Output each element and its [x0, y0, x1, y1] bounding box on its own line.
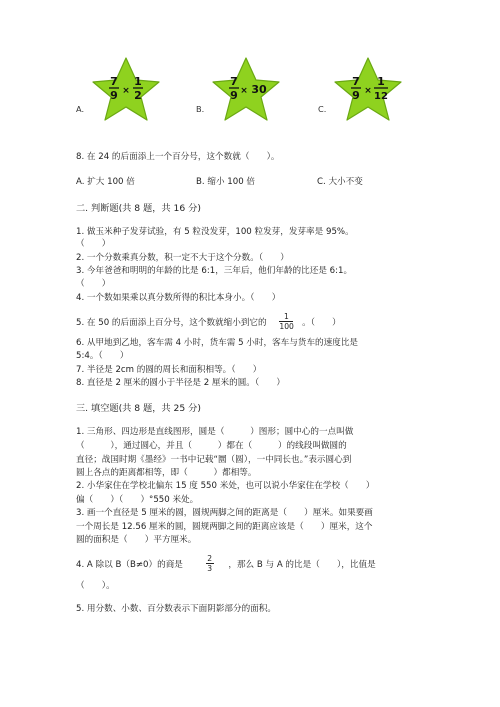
star-b-op: × — [240, 86, 248, 96]
star-a-op: × — [122, 86, 130, 96]
judge-line: 7. 半径是 2cm 的圆的周长和面积相等。（ ） — [76, 365, 262, 375]
star-a-rden: 2 — [134, 89, 142, 102]
judge-item-5-text: 5. 在 50 的后面添上百分号，这个数就缩小到它的 — [76, 318, 267, 328]
section-title: 三. 填空题(共 8 题，共 25 分) — [76, 403, 201, 414]
star-b-whole: 30 — [251, 83, 267, 96]
fraction — [206, 554, 214, 573]
star-c-rden: 12 — [374, 91, 388, 102]
fill-line: 一个周长是 12.56 厘米的圆，圆规两脚之间的距离应该是（ ）厘米，这个 — [76, 522, 373, 532]
judge-line: （ ） — [76, 279, 111, 289]
judge-line: 8. 直径是 2 厘米的圆小于半径是 2 厘米的圆。（ ） — [76, 378, 285, 388]
q8-option-c: C. 大小不变 — [317, 177, 363, 187]
question-8: 8. 在 24 的后面添上一个百分号，这个数就（ ）。 — [76, 152, 280, 162]
star-a-rnum: 1 — [134, 75, 142, 88]
fill-line: 1. 三角形、四边形是直线图形，圆是（ ）图形；圆中心的一点叫做 — [76, 427, 354, 437]
judge-line: 3. 今年爸爸和明明的年龄的比是 6:1，三年后，他们年龄的比还是 6:1。 — [76, 266, 353, 276]
fraction-denominator: 100 — [279, 322, 294, 331]
option-label: A. — [76, 104, 85, 114]
fill-line: 直径；战国时期《墨经》一书中记载“圜（圆），一中同长也。”表示圆心到 — [76, 455, 352, 465]
option-label: C. — [318, 104, 327, 114]
fraction-numerator: 2 — [207, 554, 213, 563]
star-c-den: 9 — [352, 89, 360, 102]
star-icon — [210, 55, 282, 123]
fraction-numerator: 1 — [283, 312, 289, 321]
fill-line: （ ）。 — [76, 581, 115, 591]
fill-item-4-tail: ，那么 B 与 A 的比是（ ），比值是 — [228, 560, 376, 570]
q8-option-a: A. 扩大 100 倍 — [76, 177, 135, 187]
section-title: 二. 判断题(共 8 题，共 16 分) — [76, 203, 201, 214]
star-icon — [90, 55, 162, 123]
judge-line: （ ） — [76, 239, 111, 249]
star-c-rnum: 1 — [377, 75, 385, 88]
star-a-num: 7 — [110, 75, 118, 88]
fill-line: 偏（ ）（ ）°550 米处。 — [76, 495, 199, 505]
fraction-denominator: 3 — [207, 564, 213, 573]
judge-line: 4. 一个数如果乘以真分数所得的积比本身小。（ ） — [76, 293, 281, 303]
fill-line: 2. 小华家住在学校北偏东 15 度 550 米处，也可以说小华家住在学校（ ） — [76, 481, 375, 491]
fill-line: 3. 画一个直径是 5 厘米的圆，圆规两脚之间的距离是（ ）厘米。如果要画 — [76, 508, 373, 518]
option-label: B. — [196, 104, 205, 114]
fill-line: （ ），通过圆心，并且（ ）都在（ ）的线段叫做圆的 — [76, 441, 347, 451]
star-b-den: 9 — [230, 89, 238, 102]
fill-line: 圆上各点的距离都相等，即（ ）都相等。 — [76, 468, 257, 478]
fill-line: 5. 用分数、小数、百分数表示下面阴影部分的面积。 — [76, 604, 276, 614]
fill-item-4 — [76, 555, 376, 574]
fill-line: 圆的面积是（ ）平方厘米。 — [76, 535, 197, 545]
star-icon — [332, 55, 404, 123]
star-a-den: 9 — [110, 89, 118, 102]
fraction — [279, 312, 293, 331]
judge-line: 5:4。（ ） — [76, 351, 129, 361]
judge-item-5 — [76, 313, 341, 332]
q8-option-b: B. 缩小 100 倍 — [196, 177, 256, 187]
star-b-num: 7 — [230, 75, 238, 88]
judge-line: 2. 一个分数乘真分数，积一定不大于这个分数。（ ） — [76, 253, 289, 263]
judge-item-5-tail: 。（ ） — [302, 318, 341, 328]
star-c-num: 7 — [352, 75, 360, 88]
star-c-op: × — [364, 86, 372, 96]
judge-line: 1. 做玉米种子发芽试验，有 5 粒没发芽，100 粒发芽，发芽率是 95%。 — [76, 227, 354, 237]
judge-line: 6. 从甲地到乙地，客车需 4 小时，货车需 5 小时，客车与货车的速度比是 — [76, 338, 359, 348]
fill-item-4-text: 4. A 除以 B（B≠0）的商是 — [76, 560, 183, 570]
